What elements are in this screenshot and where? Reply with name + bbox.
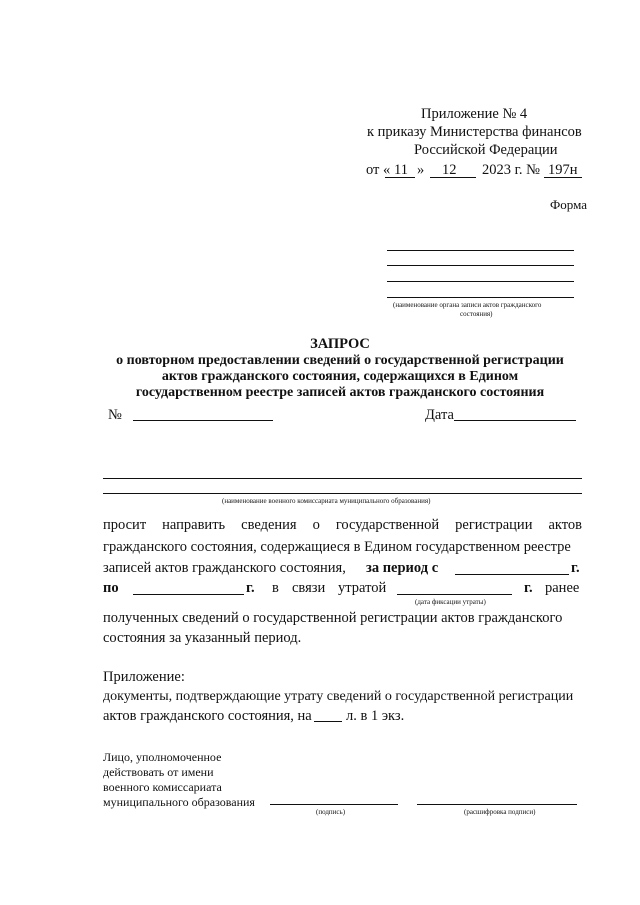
loss-date-field[interactable] <box>397 594 512 595</box>
date-day-underline <box>385 177 415 178</box>
number-field[interactable] <box>133 420 273 421</box>
date-month-underline <box>430 177 476 178</box>
body-word-utratoy: утратой <box>338 580 387 596</box>
recipient-line-1 <box>387 250 574 251</box>
signatory-line-2: действовать от имени <box>103 765 214 779</box>
federation-line: Российской Федерации <box>414 142 558 158</box>
body-word-svyazi: связи <box>292 580 326 596</box>
body-word: направить <box>162 517 226 533</box>
attachment-line-2a: актов гражданского состояния, на <box>103 708 312 724</box>
body-line-3-text: записей актов гражданского состояния, <box>103 560 346 576</box>
date-year: 2023 г. № <box>482 162 541 178</box>
signature-decode-caption: (расшифровка подписи) <box>464 808 536 816</box>
title-line-1: о повторном предоставлении сведений о государственной регистрации <box>116 353 564 368</box>
commissariat-line-2[interactable] <box>103 493 582 494</box>
body-word-ranee: ранее <box>545 580 580 596</box>
body-word: регистрации <box>455 517 533 533</box>
commissariat-caption: (наименование военного комиссариата муниципального образования) <box>222 497 431 505</box>
recipient-caption-2: состояния) <box>460 310 493 318</box>
date-month: 12 <box>442 162 457 178</box>
period-from-label: за период с <box>366 560 439 576</box>
body-word-v: в <box>272 580 279 596</box>
signature-field[interactable] <box>270 804 398 805</box>
attachment-label: Приложение: <box>103 669 185 685</box>
period-from-field[interactable] <box>455 574 569 575</box>
commissariat-line-1[interactable] <box>103 478 582 479</box>
body-word: государственной <box>335 517 440 533</box>
recipient-line-2 <box>387 265 574 266</box>
date-sep: » <box>417 162 425 178</box>
loss-date-caption: (дата фиксации утраты) <box>415 598 486 606</box>
order-number-underline <box>544 177 582 178</box>
date-label: Дата <box>425 407 454 423</box>
body-word: просит <box>103 517 147 533</box>
period-to-field[interactable] <box>133 594 244 595</box>
body-word: о <box>312 517 320 533</box>
order-line: к приказу Министерства финансов <box>367 124 582 140</box>
title-line-3: государственном реестре записей актов гражданского состояния <box>135 385 545 400</box>
document-title: ЗАПРОС <box>310 336 370 352</box>
attachment-line-1: документы, подтверждающие утрату сведений о государственной регистрации <box>103 689 574 704</box>
period-to-label: по <box>103 580 119 596</box>
attachment-line-2b: л. в 1 экз. <box>346 708 405 724</box>
body-line-1 <box>103 517 582 534</box>
recipient-line-3 <box>387 281 574 282</box>
loss-date-year-suffix: г. <box>524 580 533 596</box>
body-word: сведения <box>241 517 297 533</box>
recipient-line-4 <box>387 297 574 298</box>
body-line-6: состояния за указанный период. <box>103 630 302 646</box>
recipient-caption-1: (наименование органа записи актов гражданского <box>393 301 542 309</box>
number-label: № <box>108 407 122 423</box>
signature-caption: (подпись) <box>316 808 346 816</box>
date-prefix: от « <box>366 162 391 178</box>
attachment-pages-field[interactable] <box>314 721 342 722</box>
signatory-line-4: муниципального образования <box>103 795 255 809</box>
body-line-5: полученных сведений о государственной регистрации актов гражданского <box>103 610 563 626</box>
body-line-2: гражданского состояния, содержащиеся в Едином государственном реестре <box>103 539 571 555</box>
appendix-number: Приложение № 4 <box>421 106 528 122</box>
order-number: 197н <box>548 162 578 178</box>
signature-decode-field[interactable] <box>417 804 577 805</box>
body-word: актов <box>548 517 582 533</box>
period-from-year-suffix: г. <box>571 560 580 576</box>
date-day: 11 <box>394 162 408 178</box>
signatory-line-3: военного комиссариата <box>103 780 222 794</box>
period-to-year-suffix: г. <box>246 580 255 596</box>
title-line-2: актов гражданского состояния, содержащихся в Едином <box>161 369 519 384</box>
form-label: Форма <box>550 197 587 212</box>
date-field[interactable] <box>454 420 576 421</box>
signatory-line-1: Лицо, уполномоченное <box>103 750 222 764</box>
